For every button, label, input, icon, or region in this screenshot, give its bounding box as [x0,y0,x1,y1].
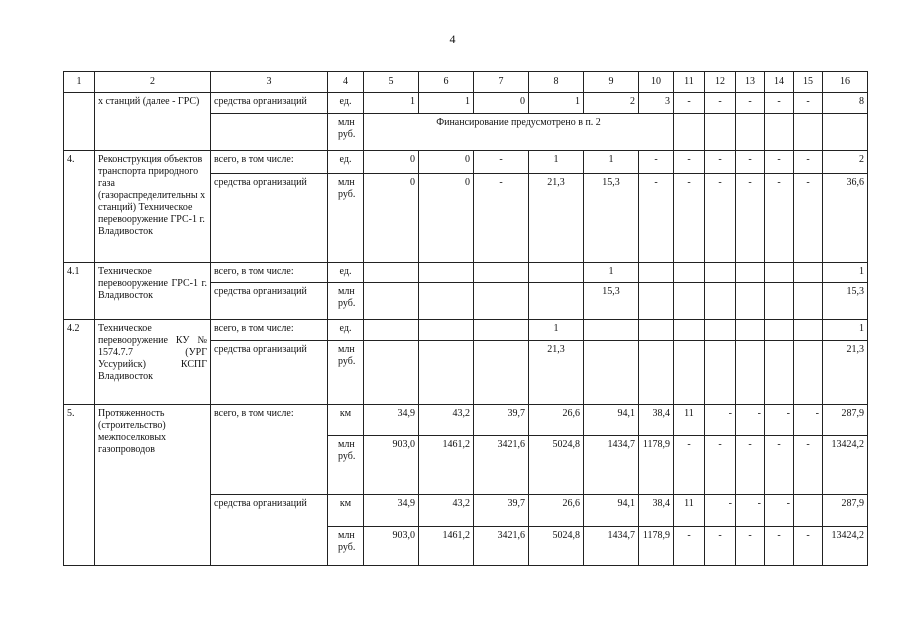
value-cell: - [736,436,765,495]
value-cell: - [794,93,823,114]
value-cell: 1 [529,151,584,174]
value-cell: 903,0 [364,527,419,566]
value-cell: 903,0 [364,436,419,495]
col-header: 9 [584,72,639,93]
value-cell: 36,6 [823,174,868,263]
value-cell: 1178,9 [639,527,674,566]
value-cell: 1 [584,151,639,174]
value-cell: - [705,436,736,495]
funding-source: всего, в том числе: [211,405,328,495]
funding-source: всего, в том числе: [211,320,328,341]
row-number [64,93,95,151]
value-cell: 3 [639,93,674,114]
row-number: 4.1 [64,263,95,320]
item-name: Техническое перевооружение КУ № 1574.7.7 (УРГ Уссурийск) КСПГ Владивосток [95,320,211,405]
value-cell: - [765,436,794,495]
value-cell: 34,9 [364,495,419,527]
value-cell: - [736,151,765,174]
unit: млн руб. [328,527,364,566]
value-cell: 39,7 [474,405,529,436]
value-cell: - [794,174,823,263]
col-header: 11 [674,72,705,93]
value-cell: - [794,405,823,436]
value-cell: 1 [419,93,474,114]
page-number: 4 [449,32,456,46]
row-number: 5. [64,405,95,566]
value-cell: - [674,527,705,566]
value-cell: - [794,527,823,566]
unit: км [328,495,364,527]
value-cell: 1 [823,263,868,283]
col-header: 4 [328,72,364,93]
value-cell: 1434,7 [584,436,639,495]
col-header: 7 [474,72,529,93]
unit: ед. [328,151,364,174]
value-cell: - [765,174,794,263]
financing-note: Финансирование предусмотрено в п. 2 [364,114,674,151]
value-cell: - [639,151,674,174]
col-header: 13 [736,72,765,93]
item-name: Техническое перевооружение ГРС-1 г. Владивосток [95,263,211,320]
value-cell: 1461,2 [419,527,474,566]
value-cell: 21,3 [529,341,584,405]
item-name: Протяженность (строительство) межпоселковых газопроводов [95,405,211,566]
value-cell: 8 [823,93,868,114]
table-row [64,405,868,436]
value-cell: 26,6 [529,495,584,527]
col-header: 3 [211,72,328,93]
col-header: 10 [639,72,674,93]
value-cell: 5024,8 [529,527,584,566]
unit: ед. [328,320,364,341]
value-cell: - [705,495,736,527]
value-cell: 94,1 [584,405,639,436]
value-cell: - [765,495,794,527]
funding-source: средства организаций [211,341,328,405]
value-cell: 0 [419,151,474,174]
value-cell: 15,3 [823,283,868,320]
value-cell: - [765,527,794,566]
value-cell: 0 [364,151,419,174]
unit: млн руб. [328,436,364,495]
unit: ед. [328,93,364,114]
value-cell: 21,3 [529,174,584,263]
col-header: 5 [364,72,419,93]
funding-source: всего, в том числе: [211,263,328,283]
unit: млн руб. [328,114,364,151]
table-row [64,93,868,114]
item-name: Реконструкция объектов транспорта природного газа (газораспределительны х станций) Техническое перевооружение ГРС-1 г. Владивосток [95,151,211,263]
unit: млн руб. [328,341,364,405]
value-cell: - [765,151,794,174]
value-cell: - [474,174,529,263]
value-cell: - [765,405,794,436]
value-cell: 1 [364,93,419,114]
value-cell: 1 [529,320,584,341]
unit: км [328,405,364,436]
value-cell: - [705,93,736,114]
value-cell: - [674,93,705,114]
value-cell: - [765,93,794,114]
value-cell: - [639,174,674,263]
value-cell: 11 [674,495,705,527]
col-header: 15 [794,72,823,93]
item-name: х станций (далее - ГРС) [95,93,211,151]
value-cell: - [736,527,765,566]
value-cell: - [736,174,765,263]
value-cell: 21,3 [823,341,868,405]
value-cell: 287,9 [823,495,868,527]
value-cell: - [736,405,765,436]
value-cell: - [705,174,736,263]
value-cell: 1178,9 [639,436,674,495]
value-cell: 3421,6 [474,436,529,495]
row-number: 4. [64,151,95,263]
unit: млн руб. [328,283,364,320]
col-header: 14 [765,72,794,93]
value-cell: 39,7 [474,495,529,527]
value-cell: - [674,151,705,174]
value-cell: - [705,405,736,436]
value-cell: - [674,436,705,495]
funding-source: средства организаций [211,174,328,263]
value-cell: 38,4 [639,495,674,527]
col-header: 12 [705,72,736,93]
value-cell: 13424,2 [823,436,868,495]
funding-source [211,114,328,151]
table-row [64,151,868,174]
program-table [63,71,868,566]
value-cell: - [674,174,705,263]
value-cell: - [474,151,529,174]
value-cell: 0 [419,174,474,263]
value-cell [794,495,823,527]
value-cell: - [736,495,765,527]
value-cell: - [794,436,823,495]
value-cell: 3421,6 [474,527,529,566]
table-row [64,263,868,283]
funding-source: средства организаций [211,283,328,320]
value-cell: - [736,93,765,114]
value-cell: 2 [584,93,639,114]
value-cell: 0 [364,174,419,263]
value-cell: 15,3 [584,283,639,320]
value-cell: 38,4 [639,405,674,436]
value-cell: 13424,2 [823,527,868,566]
value-cell: 43,2 [419,405,474,436]
value-cell: 1434,7 [584,527,639,566]
col-header: 1 [64,72,95,93]
value-cell: 26,6 [529,405,584,436]
value-cell: 11 [674,405,705,436]
header-row [64,72,868,93]
row-number: 4.2 [64,320,95,405]
col-header: 6 [419,72,474,93]
unit: млн руб. [328,174,364,263]
value-cell: 2 [823,151,868,174]
col-header: 16 [823,72,868,93]
value-cell: - [794,151,823,174]
unit: ед. [328,263,364,283]
value-cell: - [705,151,736,174]
value-cell: 34,9 [364,405,419,436]
value-cell: 287,9 [823,405,868,436]
col-header: 8 [529,72,584,93]
value-cell: 1 [823,320,868,341]
value-cell: 1461,2 [419,436,474,495]
value-cell: - [705,527,736,566]
value-cell: 1 [584,263,639,283]
value-cell: 43,2 [419,495,474,527]
col-header: 2 [95,72,211,93]
value-cell: 15,3 [584,174,639,263]
value-cell: 5024,8 [529,436,584,495]
value-cell: 94,1 [584,495,639,527]
funding-source: всего, в том числе: [211,151,328,174]
funding-source: средства организаций [211,93,328,114]
value-cell: 0 [474,93,529,114]
table-row [64,320,868,341]
funding-source: средства организаций [211,495,328,566]
value-cell: 1 [529,93,584,114]
